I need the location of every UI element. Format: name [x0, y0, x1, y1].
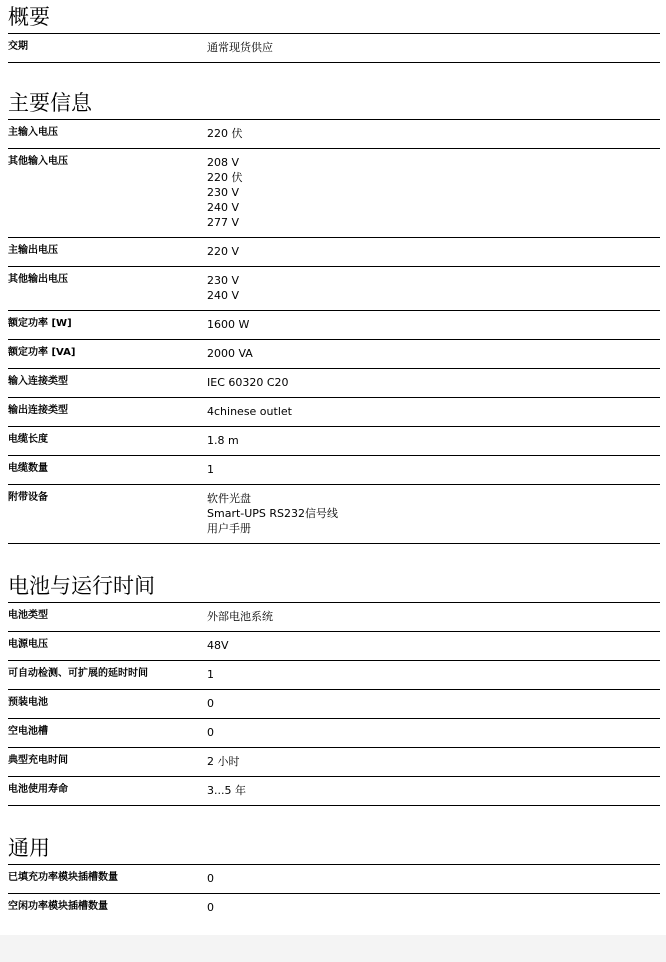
footer-band: [0, 935, 666, 962]
spec-value: [207, 456, 660, 484]
spec-row: [8, 632, 660, 661]
spec-value: [207, 238, 660, 266]
spec-value-line: 220 V: [207, 245, 240, 258]
spec-label: 电池使用寿命: [8, 784, 68, 795]
spec-label: 电源电压: [8, 639, 48, 650]
spec-value: [207, 894, 660, 923]
spec-value-line: 4chinese outlet: [207, 405, 292, 418]
spec-label: 其他输出电压: [8, 274, 68, 285]
spec-label: 已填充功率模块插槽数量: [8, 872, 118, 883]
spec-value-line: Smart-UPS RS232信号线: [207, 507, 339, 520]
spec-label: 输出连接类型: [8, 405, 68, 416]
spec-row: [8, 485, 660, 544]
spec-value: [207, 398, 660, 426]
spec-value-line: 2000 VA: [207, 347, 253, 360]
spec-label: 主输出电压: [8, 245, 58, 256]
spec-row: [8, 311, 660, 340]
spec-label: 其他输入电压: [8, 156, 68, 167]
spec-label: 空电池槽: [8, 726, 48, 737]
spec-value: [207, 311, 660, 339]
spec-value-line: 240 V: [207, 289, 240, 302]
spec-label: 交期: [8, 41, 28, 52]
section-general: [8, 831, 660, 923]
section-title: 通用: [8, 831, 660, 865]
spec-row: [8, 340, 660, 369]
spec-label: 主输入电压: [8, 127, 58, 138]
spec-label: 电缆长度: [8, 434, 48, 445]
spec-value: [207, 632, 660, 660]
spec-value: [207, 34, 660, 62]
section-title: 概要: [8, 0, 660, 34]
section-overview: [8, 0, 660, 63]
spec-row: [8, 398, 660, 427]
spec-value-line: 0: [207, 726, 214, 739]
spec-row: [8, 748, 660, 777]
spec-value: [207, 748, 660, 776]
spec-value: [207, 340, 660, 368]
spec-value: [207, 719, 660, 747]
spec-value-line: 1: [207, 463, 214, 476]
spec-label: 电缆数量: [8, 463, 48, 474]
spec-value-line: 48V: [207, 639, 229, 652]
spec-row: [8, 149, 660, 238]
spec-row: [8, 369, 660, 398]
spec-value: [207, 690, 660, 718]
spec-value-line: 2 小时: [207, 755, 240, 768]
spec-value-line: 1600 W: [207, 318, 250, 331]
spec-row: [8, 603, 660, 632]
spec-value-line: 220 伏: [207, 171, 243, 184]
spec-row: [8, 690, 660, 719]
spec-value-line: 3...5 年: [207, 784, 246, 797]
spec-value-line: 208 V: [207, 156, 240, 169]
spec-value-line: 1: [207, 668, 214, 681]
spec-value-line: 277 V: [207, 216, 240, 229]
spec-value-line: 通常现货供应: [207, 41, 273, 54]
spec-row: [8, 34, 660, 63]
spec-value: [207, 369, 660, 397]
spec-label: 额定功率 [VA]: [8, 347, 76, 358]
spec-value-line: 220 伏: [207, 127, 243, 140]
section-main-info: [8, 86, 660, 544]
spec-row: [8, 120, 660, 149]
spec-row: [8, 777, 660, 806]
spec-label: 空闲功率模块插槽数量: [8, 901, 108, 912]
spec-value: [207, 149, 660, 237]
spec-value: [207, 427, 660, 455]
section-title: 电池与运行时间: [8, 569, 660, 603]
spec-label: 预装电池: [8, 697, 48, 708]
spec-row: [8, 894, 660, 923]
spec-label: 电池类型: [8, 610, 48, 621]
spec-value-line: 230 V: [207, 186, 240, 199]
spec-value: [207, 485, 660, 543]
spec-value-line: 1.8 m: [207, 434, 239, 447]
spec-value-line: 外部电池系统: [207, 610, 273, 623]
spec-value-line: 用户手册: [207, 522, 251, 535]
spec-label: 可自动检测、可扩展的延时时间: [8, 668, 148, 679]
spec-value: [207, 120, 660, 148]
spec-label: 典型充电时间: [8, 755, 68, 766]
spec-row: [8, 661, 660, 690]
section-title: 主要信息: [8, 86, 660, 120]
spec-value: [207, 777, 660, 805]
spec-value-line: 软件光盘: [207, 492, 251, 505]
spec-row: [8, 267, 660, 311]
spec-row: [8, 865, 660, 894]
spec-value-line: 230 V: [207, 274, 240, 287]
spec-value: [207, 661, 660, 689]
spec-row: [8, 456, 660, 485]
spec-value: [207, 267, 660, 310]
spec-label: 附带设备: [8, 492, 48, 503]
spec-value-line: 0: [207, 697, 214, 710]
spec-value-line: 0: [207, 901, 214, 914]
spec-label: 输入连接类型: [8, 376, 68, 387]
spec-value-line: 0: [207, 872, 214, 885]
spec-value: [207, 603, 660, 631]
spec-value-line: 240 V: [207, 201, 240, 214]
spec-row: [8, 238, 660, 267]
spec-row: [8, 427, 660, 456]
spec-label: 额定功率 [W]: [8, 318, 72, 329]
section-battery-runtime: [8, 569, 660, 806]
spec-row: [8, 719, 660, 748]
spec-value-line: IEC 60320 C20: [207, 376, 289, 389]
spec-value: [207, 865, 660, 893]
